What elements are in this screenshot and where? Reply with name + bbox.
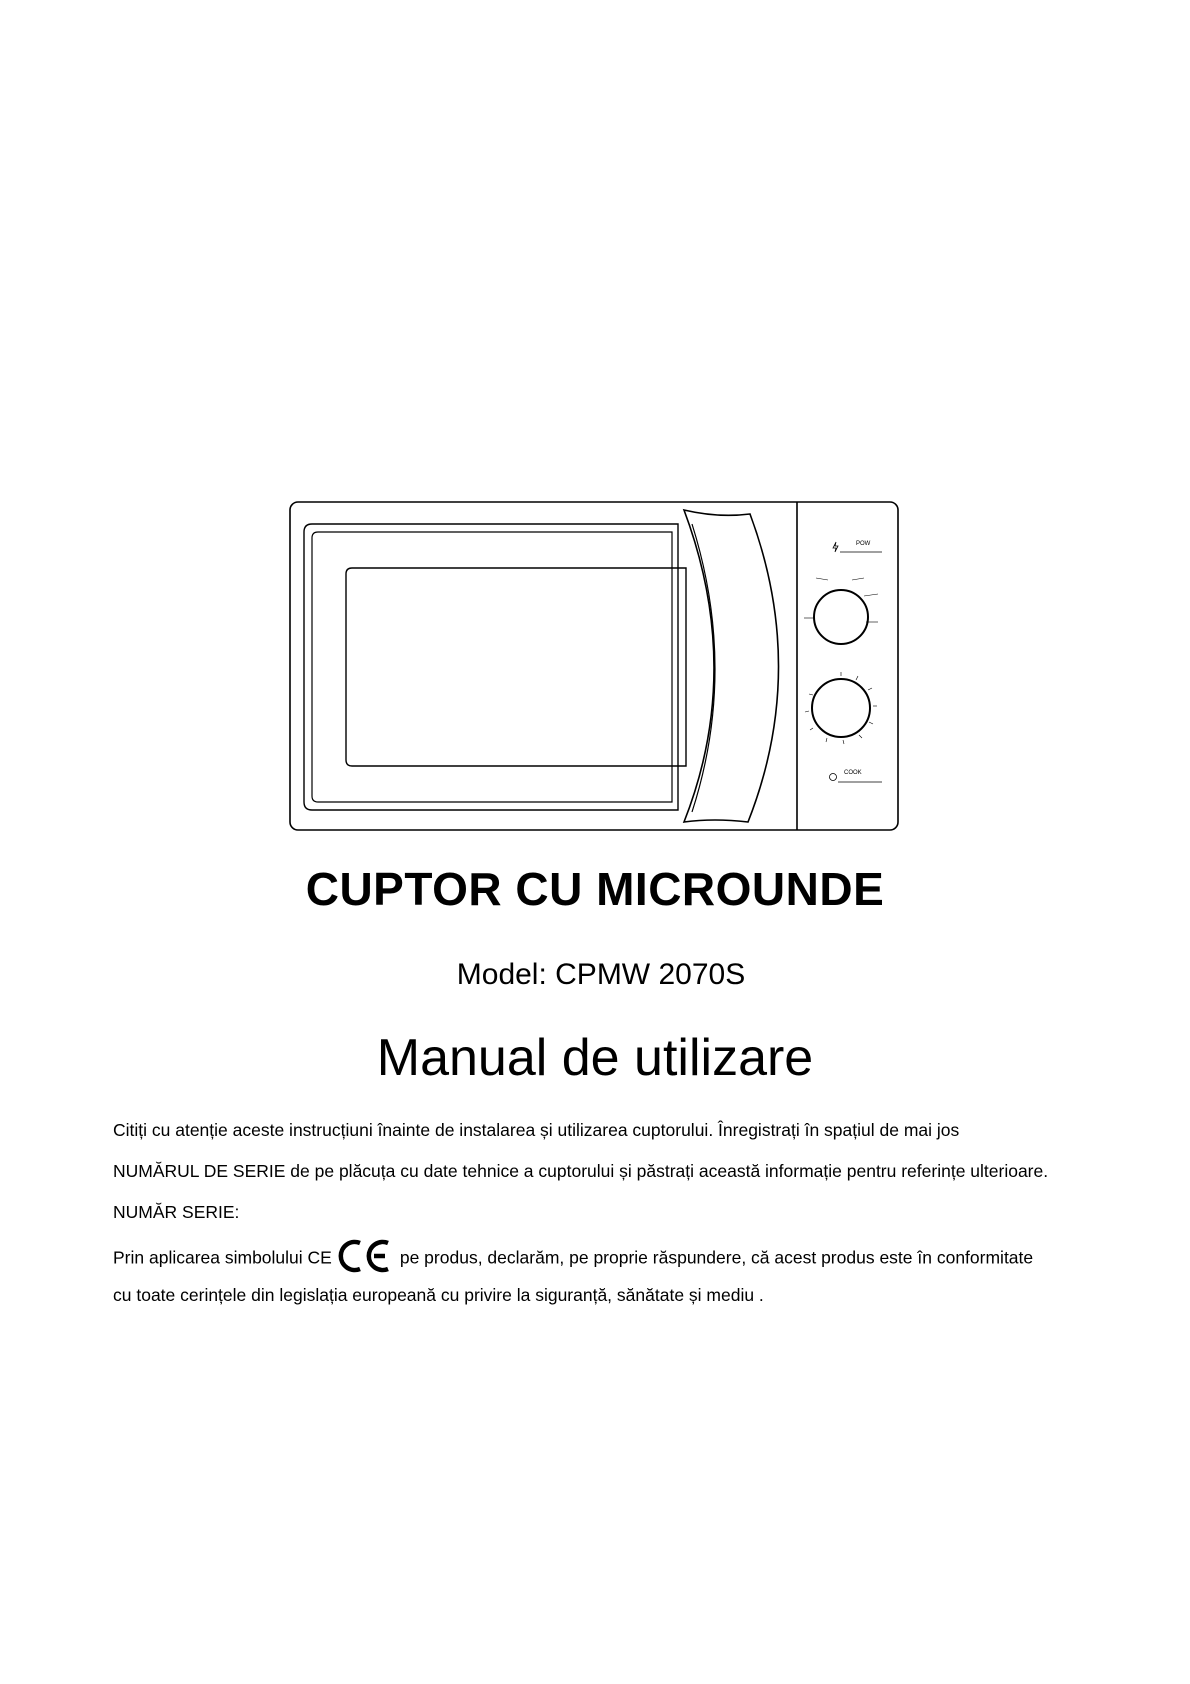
cabinet-outline (290, 502, 898, 830)
ce-mark-icon (338, 1239, 392, 1273)
paragraph-line-5: cu toate cerințele din legislația europeană cu privire la siguranță, sănătate și mediu . (113, 1285, 764, 1305)
power-panel-label: POW (856, 541, 871, 547)
ce-sentence-end: pe produs, declarăm, pe proprie răspundere, că acest produs este în conformitate (399, 1247, 1034, 1268)
cook-panel-label: COOK (844, 770, 862, 776)
manual-subtitle: Manual de utilizare (376, 1029, 814, 1087)
microwave-illustration (288, 500, 900, 832)
door-handle (684, 510, 779, 822)
power-dial-icon (804, 578, 878, 644)
serial-number-label: NUMĂR SERIE: (113, 1202, 240, 1222)
door-window (346, 568, 686, 766)
page-title: CUPTOR CU MICROUNDE (305, 863, 885, 915)
paragraph-line-4 (113, 1242, 1033, 1276)
model-number: Model: CPMW 2070S (456, 958, 746, 991)
ce-sentence-start: Prin aplicarea simbolului CE (113, 1247, 332, 1268)
paragraph-line-2: NUMĂRUL DE SERIE de pe plăcuța cu date tehnice a cuptorului și păstrați această informație pentru referințe ulterioare. (113, 1161, 1049, 1181)
paragraph-line-1: Citiți cu atenție aceste instrucțiuni înainte de instalarea și utilizarea cuptorului. Înregistrați în spațiul de mai jos (113, 1120, 960, 1140)
timer-dial-icon (805, 672, 877, 744)
